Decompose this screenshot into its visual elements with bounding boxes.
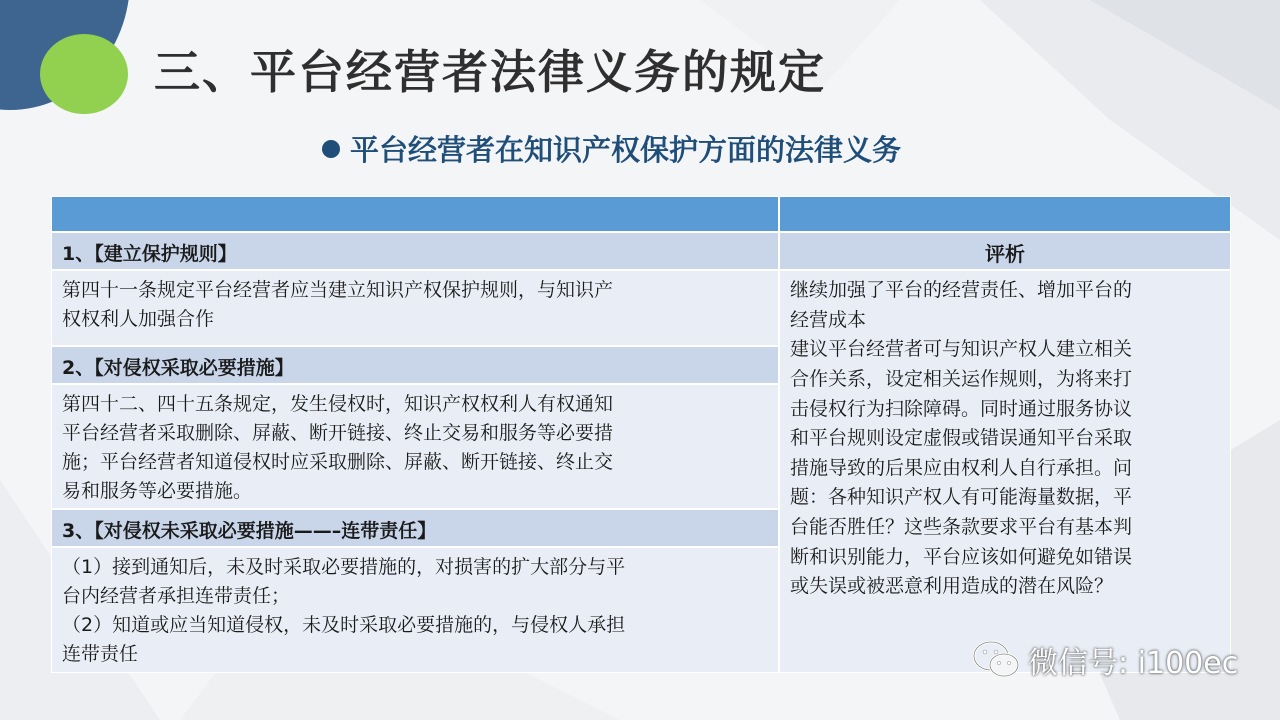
section-1-line: 权权利人加强合作 <box>62 307 215 330</box>
section-3-line: （1）接到通知后，未及时采取必要措施的，对损害的扩大部分与平 <box>62 556 626 578</box>
analysis-line: 建议平台经营者可与知识产权人建立相关 <box>790 338 1133 361</box>
table-header-right <box>779 196 1231 232</box>
decorative-green-circle <box>40 34 128 114</box>
analysis-line: 经营成本 <box>790 308 867 331</box>
analysis-line: 台能否胜任？这些条款要求平台有基本判 <box>790 516 1133 538</box>
analysis-line: 或失误或被恶意利用造成的潜在风险？ <box>790 575 1114 598</box>
analysis-heading: 评析 <box>779 232 1231 270</box>
page-title: 三、平台经营者法律义务的规定 <box>154 45 826 99</box>
section-3-line: 台内经营者承担连带责任； <box>62 584 291 607</box>
analysis-line: 题：各种知识产权人有可能海量数据，平 <box>790 486 1133 509</box>
watermark <box>972 638 1238 682</box>
analysis-line: 和平台规则设定虚假或错误通知平台采取 <box>790 427 1133 450</box>
section-3-line: （2）知道或应当知道侵权，未及时采取必要措施的，与侵权人承担 <box>62 613 626 636</box>
wechat-icon <box>972 639 1022 681</box>
section-2-line: 施；平台经营者知道侵权时应采取删除、屏蔽、断开链接、终止交 <box>62 450 614 473</box>
section-2-line: 第四十二、四十五条规定，发生侵权时，知识产权权利人有权通知 <box>62 393 614 415</box>
analysis-line: 合作关系，设定相关运作规则，为将来打 <box>790 367 1133 390</box>
analysis-body <box>779 270 1231 673</box>
section-1-body <box>51 270 779 346</box>
watermark-text: 微信号: i100ec <box>1028 646 1239 681</box>
section-3-heading: 3、【对侵权未采取必要措施——–连带责任】 <box>51 509 779 547</box>
analysis-line: 继续加强了平台的经营责任、增加平台的 <box>790 279 1133 301</box>
section-1-line: 第四十一条规定平台经营者应当建立知识产权保护规则，与知识产 <box>62 279 614 301</box>
section-2-line: 平台经营者采取删除、屏蔽、断开链接、终止交易和服务等必要措 <box>62 421 614 444</box>
analysis-line: 击侵权行为扫除障碍。同时通过服务协议 <box>790 397 1133 420</box>
analysis-line: 措施导致的后果应由权利人自行承担。问 <box>790 456 1133 479</box>
section-2-body <box>51 384 779 509</box>
subtitle <box>322 128 901 169</box>
bullet-dot-icon <box>322 140 340 158</box>
section-2-heading: 2、【对侵权采取必要措施】 <box>51 346 779 384</box>
analysis-line: 断和识别能力，平台应该如何避免如错误 <box>790 545 1133 568</box>
section-1-heading: 1、【建立保护规则】 <box>51 232 779 270</box>
section-3-line: 连带责任 <box>62 642 139 665</box>
section-2-line: 易和服务等必要措施。 <box>62 479 253 502</box>
subtitle-text: 平台经营者在知识产权保护方面的法律义务 <box>350 133 902 167</box>
table-header-left <box>51 196 779 232</box>
obligations-table <box>51 196 1231 673</box>
section-3-body <box>51 547 779 673</box>
